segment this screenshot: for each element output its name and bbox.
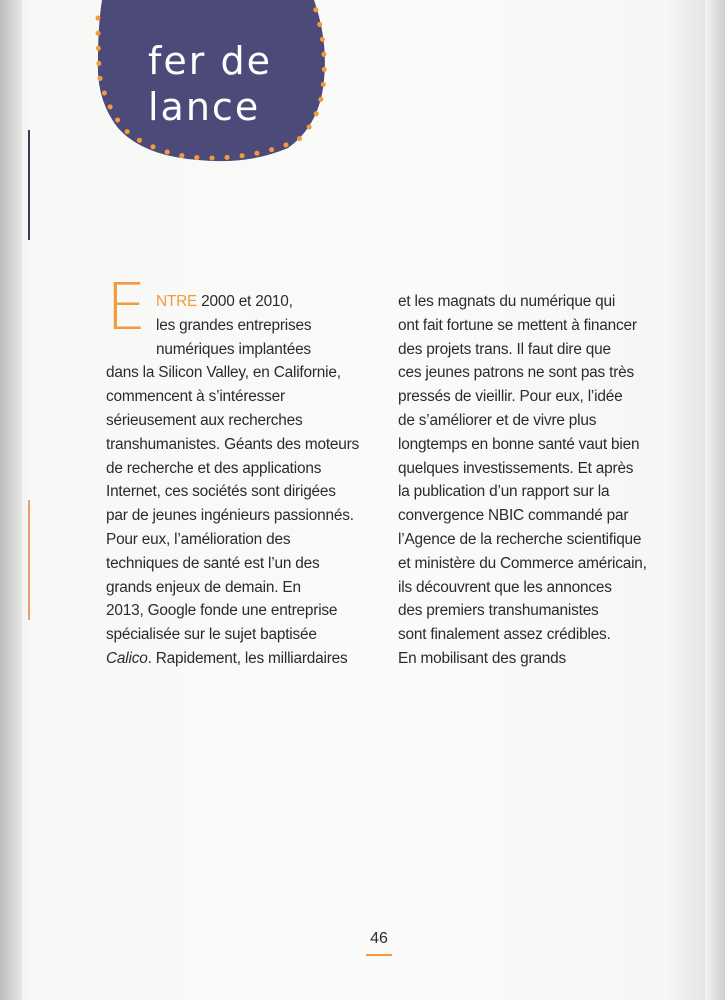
text-line: ils découvrent que les annonces — [398, 578, 612, 596]
text-line: longtemps en bonne santé vaut bien — [398, 435, 640, 453]
text-line: dans la Silicon Valley, en Californie, — [106, 364, 341, 382]
text-line: par de jeunes ingénieurs passionnés. — [106, 507, 354, 525]
text-line: Pour eux, l’amélioration des — [106, 530, 291, 548]
text-column-left — [106, 290, 378, 671]
text-line: sont finalement assez crédibles. — [398, 626, 611, 644]
text-column-right — [398, 290, 670, 671]
text-line: convergence NBIC commandé par — [398, 507, 629, 525]
text-line: numériques implantées — [156, 340, 311, 358]
text-line: des projets trans. Il faut dire que — [398, 340, 611, 358]
margin-mark — [28, 130, 30, 240]
text-line: quelques investissements. Et après — [398, 459, 634, 477]
text-line: de recherche et des applications — [106, 459, 322, 477]
chapter-title-line-2: lance — [148, 85, 261, 129]
chapter-badge — [88, 0, 338, 165]
text-line: commencent à s’intéresser — [106, 388, 285, 406]
chapter-title — [148, 38, 272, 130]
text-line: et les magnats du numérique qui — [398, 293, 616, 310]
text-line: des premiers transhumanistes — [398, 602, 599, 620]
italic-name: Calico — [106, 649, 148, 667]
spine-shadow — [0, 0, 22, 1000]
text-line: 2013, Google fonde une entreprise — [106, 602, 338, 620]
first-word: NTRE — [156, 293, 198, 310]
text-line: En mobilisant des grands — [398, 649, 567, 667]
text-line: ont fait fortune se mettent à financer — [398, 316, 637, 334]
text-fragment: 2000 et 2010, — [197, 293, 293, 310]
text-line: ces jeunes patrons ne sont pas très — [398, 364, 634, 382]
text-line: techniques de santé est l’un des — [106, 554, 320, 572]
page-number: 46 — [370, 930, 388, 947]
drop-cap: E — [106, 271, 147, 345]
text-line: la publication d’un rapport sur la — [398, 483, 610, 501]
text-line: sérieusement aux recherches — [106, 411, 303, 429]
page-edge — [705, 0, 725, 1000]
text-line: transhumanistes. Géants des moteurs — [106, 435, 360, 453]
text-line — [106, 290, 378, 314]
page-number-underline — [366, 954, 392, 956]
text-line: de s’améliorer et de vivre plus — [398, 411, 597, 429]
text-line: pressés de vieillir. Pour eux, l’idée — [398, 388, 623, 406]
text-line: les grandes entreprises — [156, 316, 312, 334]
text-line: grands enjeux de demain. En — [106, 578, 301, 596]
text-line: et ministère du Commerce américain, — [398, 554, 647, 572]
text-line: Internet, ces sociétés sont dirigées — [106, 483, 336, 501]
margin-mark-orange — [28, 500, 30, 620]
chapter-title-line-1: fer de — [148, 39, 272, 83]
text-line: spécialisée sur le sujet baptisée — [106, 626, 317, 644]
text-fragment: . Rapidement, les milliardaires — [147, 649, 348, 667]
text-line — [106, 647, 378, 671]
text-line: l’Agence de la recherche scientifique — [398, 530, 642, 548]
